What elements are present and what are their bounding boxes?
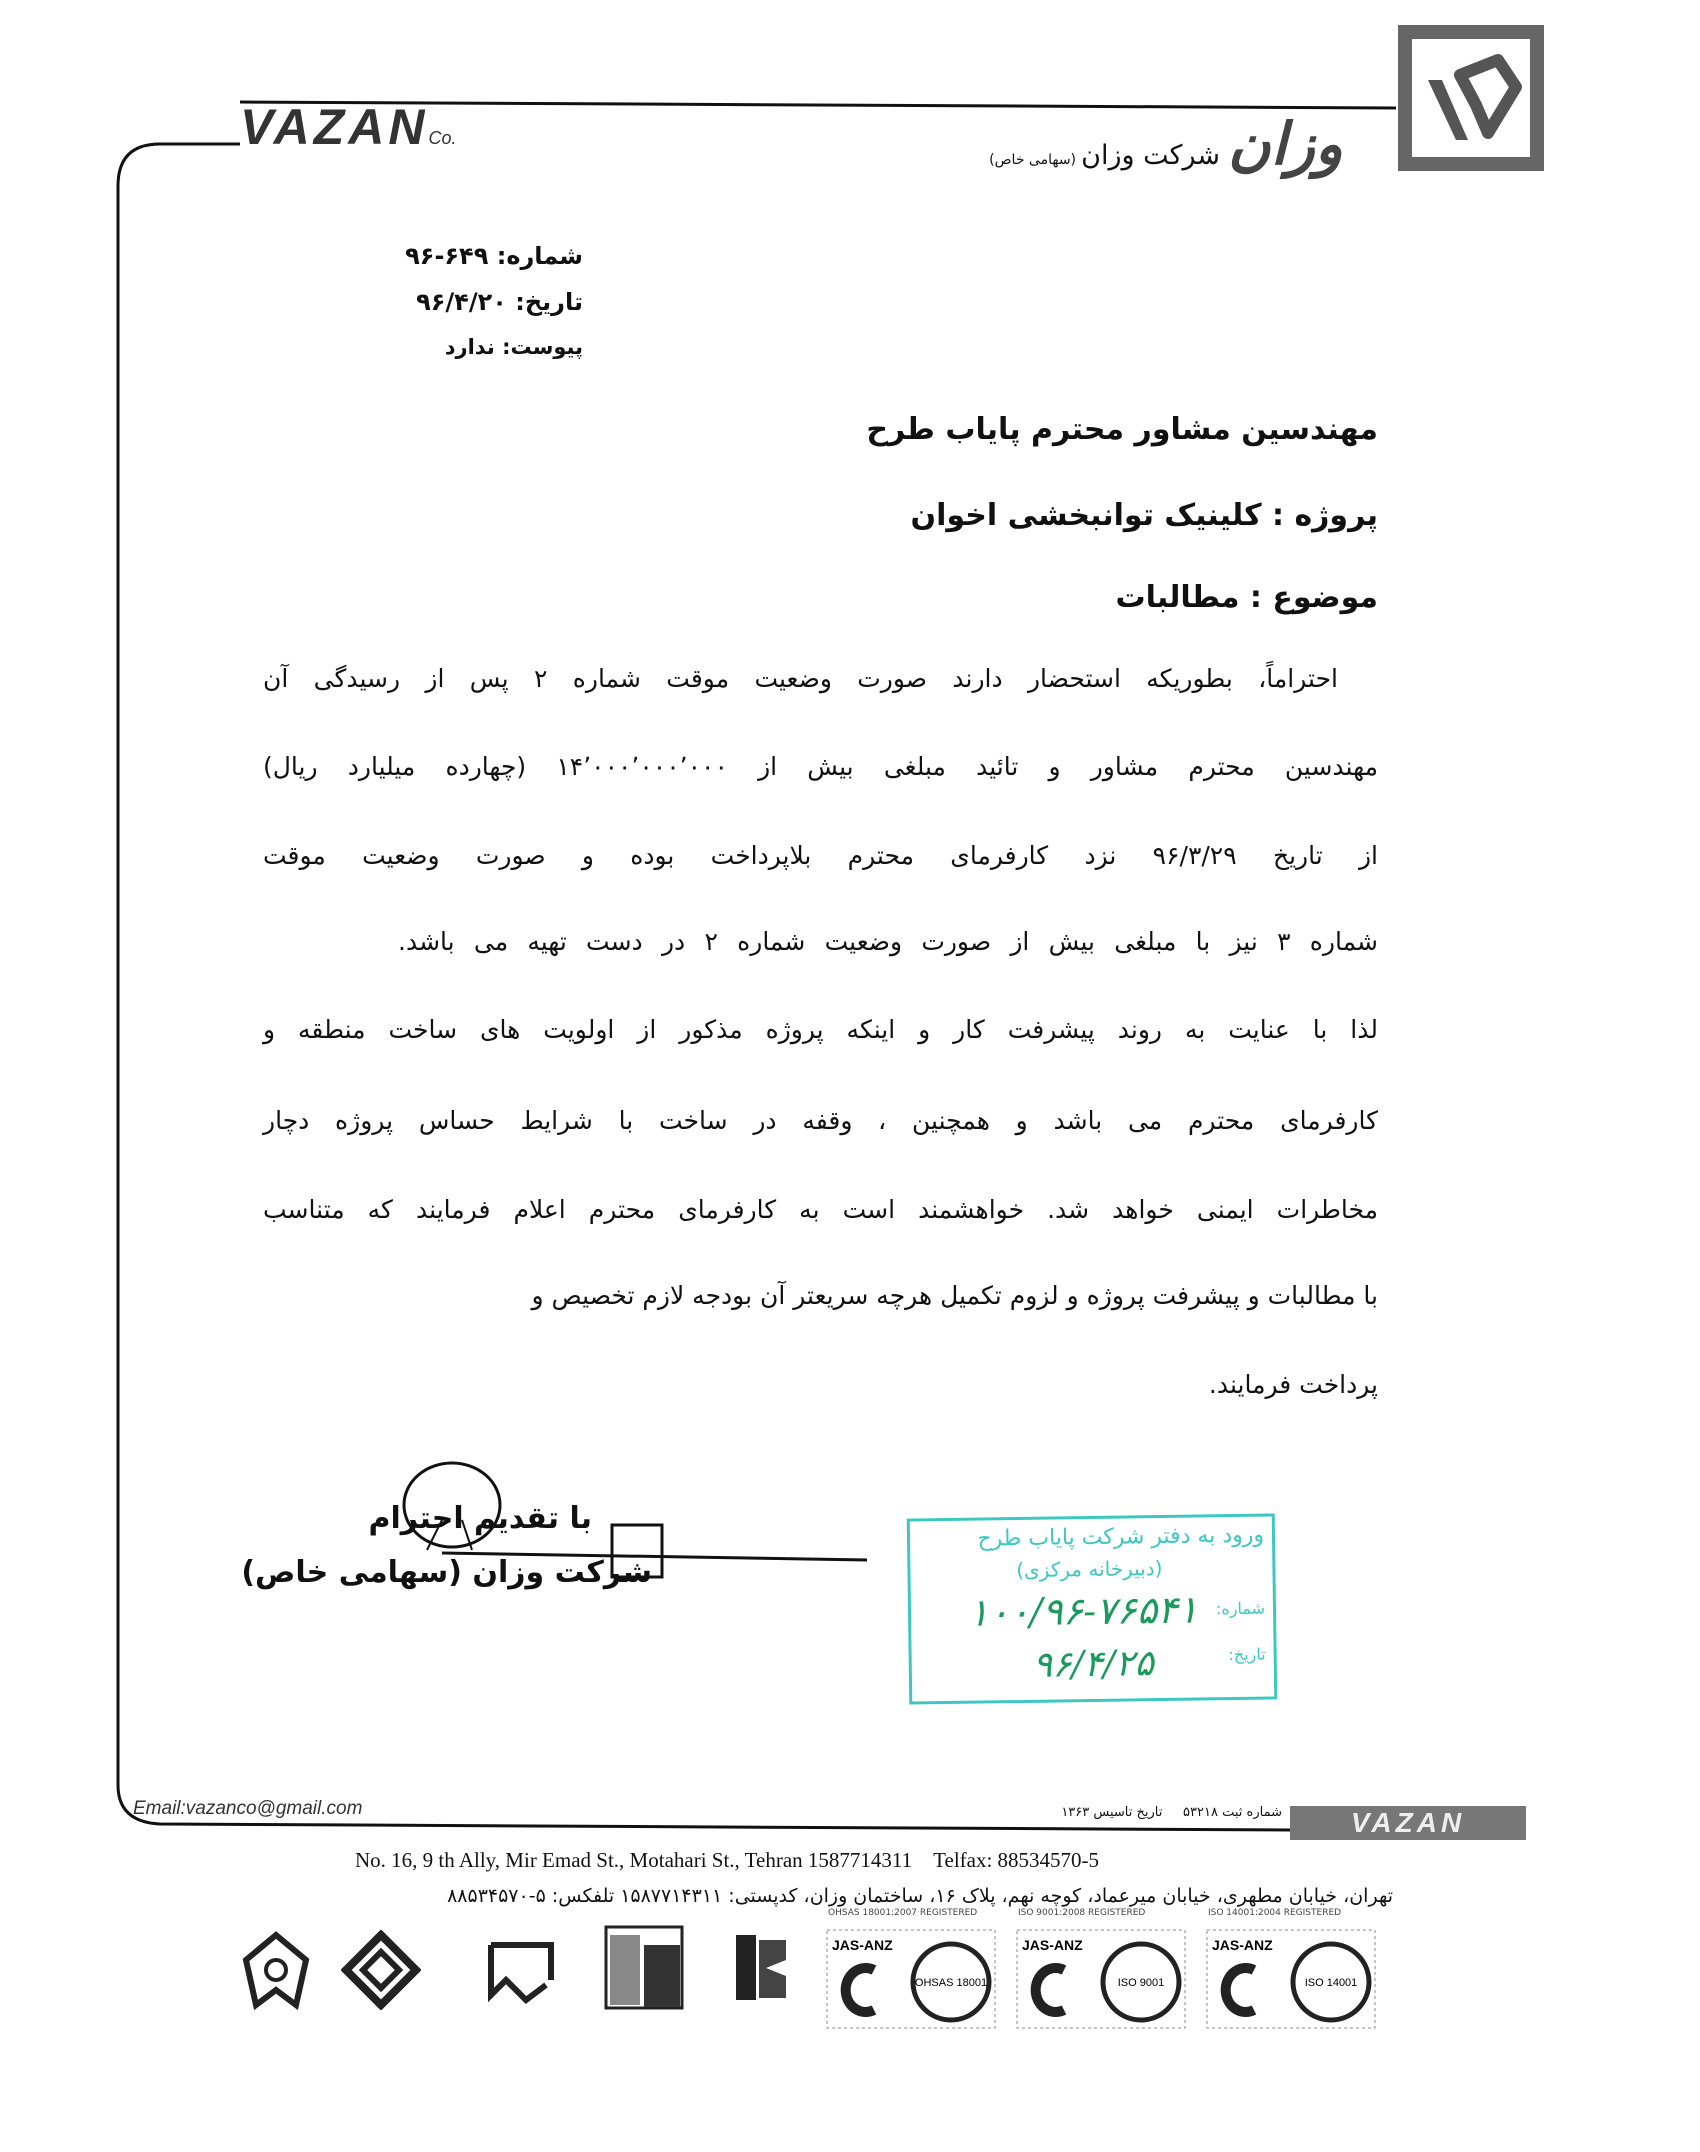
body-line: پرداخت فرمایند. [1208,1370,1378,1399]
footer-address-en: No. 16, 9 th Ally, Mir Emad St., Motahari St., Tehran 1587714311 Telfax: 88534570-5 [355,1848,1100,1872]
letter-attachment: پیوست: ندارد [444,335,583,359]
svg-text:JAS-ANZ: JAS-ANZ [1212,1937,1273,1953]
iso9001-certification-icon [1016,1920,1186,2030]
stamp-title: ورود به دفتر شرکت پایاب طرح [977,1522,1265,1552]
body-line: لذا با عنایت به روند پیشرفت کار و اینکه پروژه مذکور از اولویت های ساخت منطقه و [263,1015,1378,1044]
cert-label: ISO 9001:2008 REGISTERED [1018,1908,1146,1918]
body-line: مخاطرات ایمنی خواهد شد. خواهشمند است به کارفرمای محترم اعلام فرمایند که متناسب [263,1195,1378,1224]
svg-text:OHSAS 18001: OHSAS 18001 [914,1977,988,1989]
stamp-number-label: شماره: [1215,1598,1266,1619]
association-logo-icon [731,1930,791,2005]
stamp-date-label: تاریخ: [1228,1644,1266,1665]
receipt-stamp [907,1513,1278,1704]
body-line: از تاریخ ۹۶/۳/۲۹ نزد کارفرمای محترم بلاپرداخت بوده و صورت وضعیت موقت [263,841,1379,870]
svg-text:ISO 9001: ISO 9001 [1117,1977,1165,1989]
body-line: کارفرمای محترم می باشد و همچنین ، وقفه در ساخت با شرایط حساس پروژه دچار [263,1106,1378,1135]
svg-text:JAS-ANZ: JAS-ANZ [1022,1937,1083,1953]
cert-label: OHSAS 18001:2007 REGISTERED [828,1908,978,1918]
association-logo-icon [486,1940,556,2005]
stamp-date-value: ۹۶/۴/۲۵ [1032,1643,1155,1686]
footer-brand-logo: VAZAN [1290,1806,1526,1840]
footer-address-fa: تهران، خیابان مطهری، خیابان میرعماد، کوچه نهم، پلاک ۱۶، ساختمان وزان، کدپستی: ۱۵۸۷۷۱۴۳۱۱ تلفکس: ۵-۸۸۵۳۴۵۷۰ [447,1885,1393,1907]
association-logo-icon [341,1930,421,2010]
brand-logo-latin: VAZANCo. [240,99,457,155]
company-name: شرکت وزان (سهامی خاص) [989,140,1220,171]
vazan-emblem-icon [1398,25,1544,171]
body-line: شماره ۳ نیز با مبلغی بیش از صورت وضعیت شماره ۲ در دست تهیه می باشد. [398,927,1378,956]
cert-label: ISO 14001:2004 REGISTERED [1208,1908,1342,1918]
brand-logo-persian: وزان [1228,110,1343,178]
association-logo-icon [604,1925,684,2010]
footer-email: Email:vazanco@gmail.com [133,1798,363,1819]
svg-text:JAS-ANZ: JAS-ANZ [832,1937,893,1953]
signature-company: شرکت وزان (سهامی خاص) [241,1555,652,1590]
association-logo-icon [236,1930,316,2010]
ohsas-certification-icon [826,1920,996,2030]
iso14001-certification-icon [1206,1920,1376,2030]
signature-block [241,1455,882,1615]
project: پروژه : کلینیک توانبخشی اخوان [910,498,1378,533]
letter-number: شماره: ۶۴۹-۹۶ [405,242,583,270]
signature-closing: با تقدیم احترام [368,1501,592,1536]
company-logo-box [1398,25,1544,171]
subject: موضوع : مطالبات [1115,580,1378,615]
stamp-subtitle: (دبیرخانه مرکزی) [1016,1556,1163,1583]
footer-registration: شماره ثبت ۵۳۲۱۸ تاریخ تاسیس ۱۳۶۳ [1061,1805,1282,1820]
body-line: مهندسین محترم مشاور و تائید مبلغی بیش از ۱۴٬۰۰۰٬۰۰۰٬۰۰۰ (چهارده میلیارد ریال) [263,752,1378,781]
stamp-number-value: ۱۰۰/۹۶-۷۶۵۴۱ [967,1587,1199,1635]
membership-logos [226,1908,1386,2040]
body-line: احتراماً، بطوریکه استحضار دارند صورت وضعیت موقت شماره ۲ پس از رسیدگی آن [263,664,1338,693]
letter-date: تاریخ: ۹۶/۴/۲۰ [416,288,583,316]
addressee: مهندسین مشاور محترم پایاب طرح [866,412,1378,447]
svg-text:ISO 14001: ISO 14001 [1304,1977,1358,1989]
body-line: با مطالبات و پیشرفت پروژه و لزوم تکمیل هرچه سریعتر آن بودجه لازم تخصیص و [531,1281,1378,1310]
